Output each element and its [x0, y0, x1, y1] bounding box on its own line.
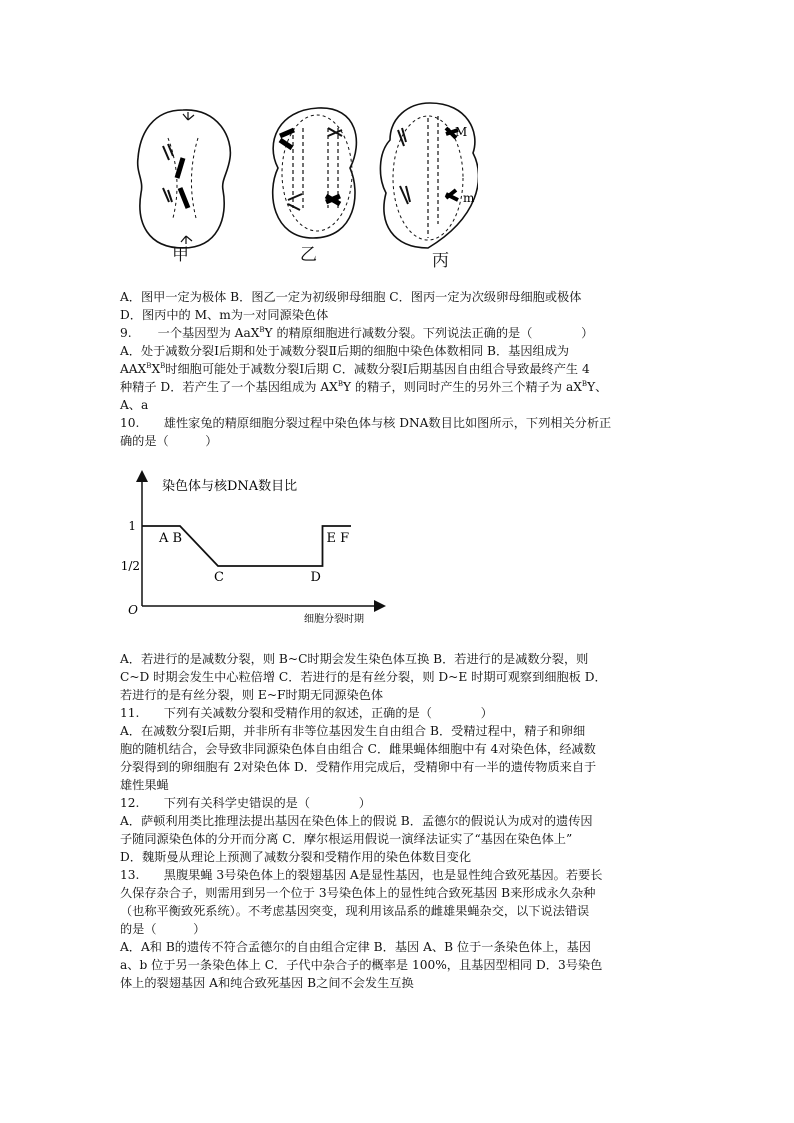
q13-line3: 体上的裂翅基因 A和纯合致死基因 B之间不会发生互换	[120, 976, 414, 990]
q10-stem-line1: 10. 雄性家兔的精原细胞分裂过程中染色体与核 DNA数目比如图所示，下列相关分析正	[120, 416, 612, 430]
q12-stem: 12. 下列有关科学史错误的是（ ）	[120, 796, 371, 810]
cell-jia	[138, 110, 231, 248]
figure-label-bing: 丙	[432, 251, 449, 271]
q9-option-line4: A、a	[120, 398, 149, 412]
q13-stem-line2: 久保存杂合子，则需用到另一个位于 3号染色体上的显性纯合致死基因 B来形成永久杂种	[120, 886, 596, 900]
chart-title: 染色体与核DNA数目比	[162, 479, 298, 494]
point-label-3: E F	[326, 531, 350, 546]
q8-options-line1: A．图甲一定为极体 B．图乙一定为初级卵母细胞 C．图丙一定为次级卵母细胞或极体	[120, 290, 582, 304]
ratio-chart	[118, 468, 386, 628]
figure-label-yi: 乙	[300, 245, 317, 265]
q10-option-line2: C~D 时期会发生中心粒倍增 C．若进行的是有丝分裂，则 D~E 时期可观察到细胞板 D．	[120, 670, 607, 684]
q10-option-line3: 若进行的是有丝分裂，则 E~F时期无同源染色体	[120, 688, 384, 702]
y-tick-label-1: 1	[128, 519, 136, 533]
q12-line1: A．萨顿利用类比推理法提出基因在染色体上的假说 B．孟德尔的假说认为成对的遗传因	[120, 814, 593, 828]
q13-stem-line1: 13. 黑腹果蝇 3号染色体上的裂翅基因 A是显性基因，也是显性纯合致死基因。若要长	[120, 868, 603, 882]
q12-line2: 子随同源染色体的分开而分离 C．摩尔根运用假说一演绎法证实了“基因在染色体上”	[120, 832, 573, 846]
q11-line2: 胞的随机结合，会导致非同源染色体自由组合 C．雌果蝇体细胞中有 4对染色体，经减数	[120, 742, 596, 756]
q13-line2: a、b 位于另一条染色体上 C．子代中杂合子的概率是 100%，且基因型相同 D．3号染色	[120, 958, 603, 972]
q11-line4: 雄性果蝇	[120, 778, 169, 792]
q9-option-line3: 种精子 D．若产生了一个基因组成为 $AX^BY$ 的精子，则同时产生的另外三个精子为 $aX^BY$、	[120, 379, 608, 394]
q9-option-line2: $AAX^BX^B$时细胞可能处于减数分裂Ⅰ后期 C．减数分裂Ⅰ后期基因自由组合导致最终产生 4	[120, 361, 590, 376]
q11-line1: A．在减数分裂Ⅰ后期，并非所有非等位基因发生自由组合 B．受精过程中，精子和卵细	[120, 724, 586, 738]
x-axis-label: 细胞分裂时期	[304, 614, 364, 625]
q13-line1: A．A和 B的遗传不符合孟德尔的自由组合定律 B．基因 A、B 位于一条染色体上，基因	[120, 940, 591, 954]
point-label-2: D	[310, 570, 321, 585]
q11-stem: 11. 下列有关减数分裂和受精作用的叙述，正确的是（ ）	[120, 706, 493, 720]
y-tick-label-half: 1/2	[120, 559, 140, 573]
label-m: m	[463, 191, 475, 205]
point-label-1: C	[214, 570, 224, 585]
point-label-0: A B	[159, 531, 183, 546]
q11-line3: 分裂得到的卵细胞有 2对染色体 D．受精作用完成后，受精卵中有一半的遗传物质来自于	[120, 760, 597, 774]
q9-stem: 9. 一个基因型为 AaX$^B$Y 的精原细胞进行减数分裂。下列说法正确的是（ ）	[120, 325, 594, 340]
q10-stem-line2: 确的是（ ）	[120, 434, 218, 448]
label-M: M	[455, 125, 468, 139]
q8-options-line2: D．图丙中的 M、m为一对同源染色体	[120, 308, 329, 322]
q9-option-line1: A．处于减数分裂Ⅰ后期和处于减数分裂Ⅱ后期的细胞中染色体数相同 B．基因组成为	[120, 344, 570, 358]
q12-line3: D．魏斯曼从理论上预测了减数分裂和受精作用的染色体数目变化	[120, 850, 472, 864]
figure-label-jia: 甲	[172, 245, 189, 265]
origin-label: O	[128, 603, 138, 617]
q10-option-line1: A．若进行的是减数分裂，则 B~C时期会发生染色体互换 B．若进行的是减数分裂，则	[120, 652, 589, 666]
ratio-chart-svg	[118, 468, 386, 628]
q13-stem-line4: 的是（ ）	[120, 922, 206, 936]
q13-stem-line3: （也称平衡致死系统）。不考虑基因突变，现利用该品系的雌雄果蝇杂交，以下说法错误	[120, 904, 590, 918]
cell-yi	[273, 108, 357, 238]
